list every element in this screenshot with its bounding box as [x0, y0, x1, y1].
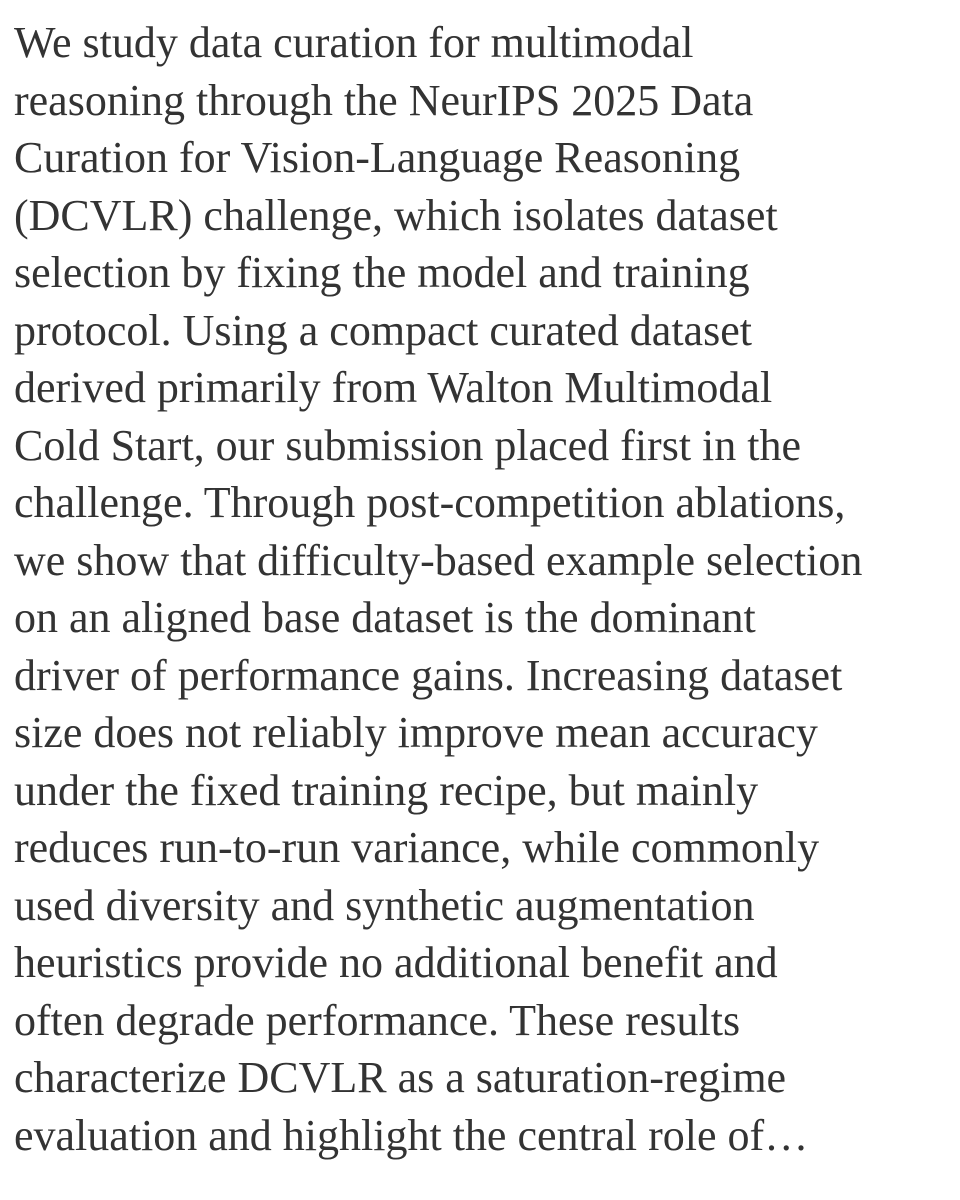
abstract-line: Curation for Vision-Language Reasoning	[14, 133, 741, 182]
abstract-line: challenge. Through post-competition ablations,	[14, 478, 846, 527]
abstract-line: size does not reliably improve mean accuracy	[14, 708, 818, 757]
abstract-line: we show that difficulty-based example selection	[14, 535, 863, 585]
abstract-line: reasoning through the NeurIPS 2025 Data	[14, 75, 754, 125]
abstract-line: on an aligned base dataset is the dominant	[14, 593, 756, 642]
abstract-line: We study data curation for multimodal	[14, 18, 694, 67]
abstract-line: evaluation and highlight the central role of…	[14, 1110, 809, 1160]
abstract-line: selection by fixing the model and training	[14, 248, 750, 297]
abstract-line: characterize DCVLR as a saturation-regime	[14, 1053, 787, 1102]
abstract-text	[14, 14, 954, 1164]
abstract-line: used diversity and synthetic augmentation	[14, 880, 755, 930]
abstract-line: (DCVLR) challenge, which isolates dataset	[14, 190, 778, 240]
abstract-line: often degrade performance. These results	[14, 995, 741, 1045]
abstract-line: reduces run-to-run variance, while commonly	[14, 823, 820, 872]
abstract-line: protocol. Using a compact curated dataset	[14, 305, 752, 355]
abstract-line: heuristics provide no additional benefit and	[14, 938, 778, 987]
abstract-line: under the fixed training recipe, but mainly	[14, 765, 759, 815]
abstract-line: Cold Start, our submission placed first in the	[14, 420, 802, 470]
abstract-line: driver of performance gains. Increasing dataset	[14, 650, 843, 700]
abstract-line: derived primarily from Walton Multimodal	[14, 363, 773, 412]
